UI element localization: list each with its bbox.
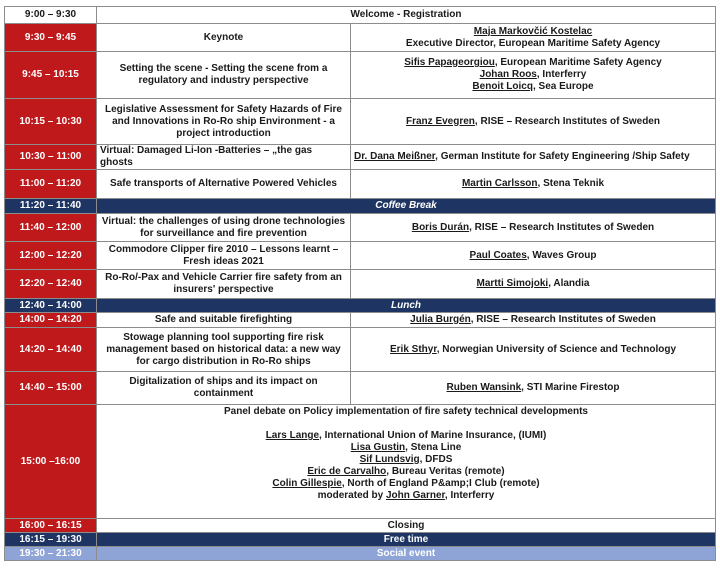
agenda-row: [5, 242, 716, 270]
speaker-name: Paul Coates: [469, 249, 527, 261]
talk-title: Commodore Clipper fire 2010 – Lessons learnt – Fresh ideas 2021: [97, 242, 351, 270]
panelist-name: Colin Gillespie: [272, 478, 342, 489]
break-label: Coffee Break: [97, 199, 716, 214]
speaker-cell: [351, 328, 716, 372]
time-cell: 11:40 – 12:00: [5, 214, 97, 242]
panelist-name: Sif Lundsvig: [359, 454, 420, 465]
talk-title: Ro-Ro/-Pax and Vehicle Carrier fire safety from an insurers' perspective: [97, 270, 351, 299]
speaker-affiliation: , European Maritime Safety Agency: [494, 57, 662, 68]
speaker-name: Martti Simojoki: [476, 278, 549, 289]
time-cell: 14:20 – 14:40: [5, 328, 97, 372]
session-label: Free time: [97, 533, 716, 547]
talk-title: Virtual: the challenges of using drone technologies for surveillance and fire prevention: [97, 214, 351, 242]
speaker-name: Julia Burgén: [410, 314, 471, 325]
speaker-name: Dr. Dana Meißner: [354, 151, 436, 162]
agenda-row: [5, 99, 716, 145]
agenda-row: [5, 372, 716, 405]
agenda-row: [5, 547, 716, 561]
speaker-affiliation: , Waves Group: [526, 249, 597, 261]
speaker-cell: [351, 270, 716, 299]
agenda-row: [5, 7, 716, 24]
agenda-row: [5, 299, 716, 313]
speaker-cell: [351, 52, 716, 99]
speaker-cell: [351, 24, 716, 52]
time-cell: 14:00 – 14:20: [5, 313, 97, 328]
agenda-row: [5, 533, 716, 547]
speaker-affiliation: , Stena Teknik: [537, 178, 605, 189]
speaker-name: Maja Markovčić Kostelac: [473, 25, 593, 37]
time-cell: 10:30 – 11:00: [5, 145, 97, 170]
speaker-affiliation: Executive Director, European Maritime Safety Agency: [405, 37, 661, 49]
agenda-row: [5, 199, 716, 214]
speaker-name: Martin Carlsson: [461, 178, 538, 189]
session-label: Social event: [97, 547, 716, 561]
agenda-row: [5, 313, 716, 328]
speaker-cell: [351, 145, 716, 170]
speaker-affiliation: , STI Marine Firestop: [521, 382, 620, 393]
speaker-name: Ruben Wansink: [446, 382, 522, 393]
agenda-row: [5, 270, 716, 299]
speaker-cell: [351, 372, 716, 405]
agenda-row: [5, 328, 716, 372]
time-cell: 12:40 – 14:00: [5, 299, 97, 313]
speaker-cell: [351, 99, 716, 145]
speaker-affiliation: , Alandia: [548, 278, 590, 289]
talk-title: Safe and suitable firefighting: [97, 313, 351, 328]
panelist-name: Eric de Carvalho: [307, 466, 387, 477]
time-cell: 16:00 – 16:15: [5, 519, 97, 533]
time-cell: 12:00 – 12:20: [5, 242, 97, 270]
speaker-affiliation: , RISE – Research Institutes of Sweden: [469, 221, 655, 233]
speaker-name: Erik Sthyr: [389, 343, 437, 355]
time-cell: 15:00 –16:00: [5, 405, 97, 519]
panelist-name: Lisa Gustin: [350, 442, 406, 453]
talk-title: Stowage planning tool supporting fire risk management based on historical data: a new way for cargo distribution in Ro-Ro ships: [97, 328, 351, 372]
session-label: Welcome - Registration: [97, 7, 716, 24]
time-cell: 9:30 – 9:45: [5, 24, 97, 52]
time-cell: 14:40 – 15:00: [5, 372, 97, 405]
speaker-affiliation: , Sea Europe: [532, 81, 594, 92]
speaker-affiliation: , RISE – Research Institutes of Sweden: [474, 115, 660, 127]
panelist-affiliation: , North of England P&amp;I Club (remote): [341, 478, 540, 489]
panelist-affiliation: , DFDS: [419, 454, 453, 465]
speaker-name: Sifis Papageorgiou: [404, 57, 495, 68]
talk-title: Keynote: [97, 24, 351, 52]
agenda-row: [5, 24, 716, 52]
speaker-cell: [351, 242, 716, 270]
speaker-affiliation: , RISE – Research Institutes of Sweden: [470, 314, 656, 325]
agenda-row: [5, 214, 716, 242]
session-label: Closing: [97, 519, 716, 533]
speaker-affiliation: , Norwegian University of Science and Technology: [436, 343, 676, 355]
panelist-affiliation: , Stena Line: [405, 442, 462, 453]
time-cell: 19:30 – 21:30: [5, 547, 97, 561]
agenda-row: [5, 145, 716, 170]
speaker-cell: [351, 214, 716, 242]
speaker-cell: [351, 313, 716, 328]
moderator-prefix: moderated by: [317, 490, 386, 501]
time-cell: 11:00 – 11:20: [5, 170, 97, 199]
speaker-name: Benoit Loicq: [472, 81, 533, 92]
agenda-row: [5, 170, 716, 199]
agenda-row: [5, 519, 716, 533]
break-label: Lunch: [97, 299, 716, 313]
agenda-row: [5, 405, 716, 519]
talk-title: Digitalization of ships and its impact on containment: [97, 372, 351, 405]
talk-title: Legislative Assessment for Safety Hazards of Fire and Innovations in Ro-Ro ship Environment - a project introduction: [97, 99, 351, 145]
talk-title: Setting the scene - Setting the scene from a regulatory and industry perspective: [97, 52, 351, 99]
agenda-table: [4, 6, 716, 561]
time-cell: 9:45 – 10:15: [5, 52, 97, 99]
moderator-affiliation: , Interferry: [444, 490, 495, 501]
talk-title: Virtual: Damaged Li-Ion -Batteries – „the gas ghosts: [97, 145, 351, 170]
speaker-name: Boris Durán: [411, 221, 470, 233]
time-cell: 12:20 – 12:40: [5, 270, 97, 299]
panel-title: Panel debate on Policy implementation of fire safety technical developments: [224, 406, 588, 417]
panel-cell: [97, 405, 716, 519]
moderator-name: John Garner: [385, 490, 445, 501]
agenda-row: [5, 52, 716, 99]
speaker-name: Johan Roos: [479, 69, 537, 80]
time-cell: 9:00 – 9:30: [5, 7, 97, 24]
time-cell: 10:15 – 10:30: [5, 99, 97, 145]
time-cell: 11:20 – 11:40: [5, 199, 97, 214]
panelist-affiliation: , International Union of Marine Insurance, (IUMI): [319, 430, 547, 441]
speaker-affiliation: , German Institute for Safety Engineering /Ship Safety: [435, 151, 690, 162]
panelist-affiliation: , Bureau Veritas (remote): [386, 466, 505, 477]
speaker-name: Franz Evegren: [406, 115, 475, 127]
time-cell: 16:15 – 19:30: [5, 533, 97, 547]
panelist-name: Lars Lange: [265, 430, 320, 441]
speaker-affiliation: , Interferry: [536, 69, 587, 80]
talk-title: Safe transports of Alternative Powered Vehicles: [97, 170, 351, 199]
speaker-cell: [351, 170, 716, 199]
